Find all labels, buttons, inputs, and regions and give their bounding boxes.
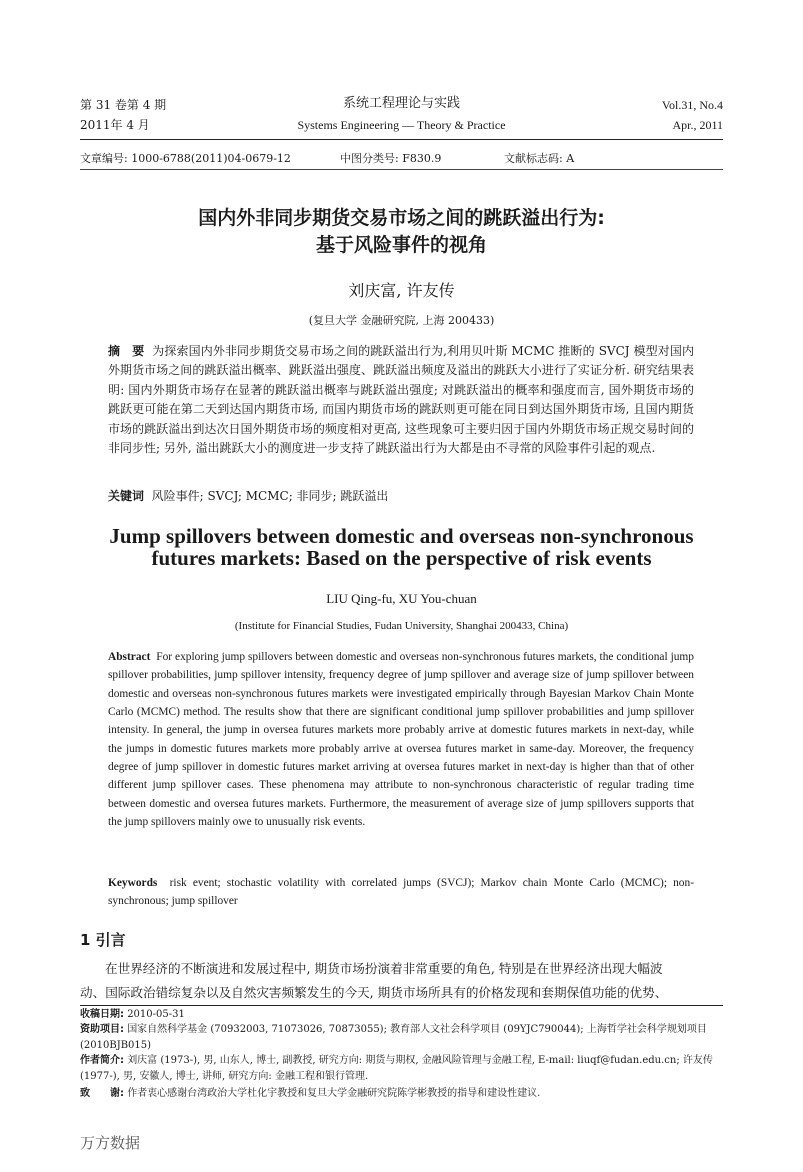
meta-rule	[80, 169, 723, 170]
keywords-en	[108, 874, 694, 911]
affiliation-en: (Institute for Financial Studies, Fudan University, Shanghai 200433, China)	[234, 620, 569, 632]
abstract-en-label: Abstract	[108, 651, 151, 663]
abstract-cn	[108, 342, 694, 458]
watermark-wanfang: 万方数据	[80, 1134, 141, 1152]
journal-name-en: Systems Engineering — Theory & Practice	[297, 118, 506, 132]
thanks-text: 作者衷心感谢台湾政治大学杜化宇教授和复旦大学金融研究院陈学彬教授的指导和建设性建议.	[127, 1088, 541, 1099]
article-number: 文章编号: 1000-6788(2011)04-0679-12	[80, 152, 291, 165]
keywords-cn-label: 关键词	[108, 489, 145, 503]
abstract-cn-label: 摘 要	[108, 344, 145, 358]
funding-text: 国家自然科学基金 (70932003, 71073026, 70873055); 教育部人文社会科学项目 (09YJC790044); 上海哲学社会科学规划项目 (2010BJB015)	[80, 1024, 707, 1051]
footnote-thanks	[80, 1086, 723, 1102]
footnote-funding	[80, 1022, 723, 1053]
abstract-cn-text: 为探索国内外非同步期货交易市场之间的跳跃溢出行为,利用贝叶斯 MCMC 推断的 SVCJ 模型对国内外期货市场之间的跳跃溢出概率、跳跃溢出强度、跳跃溢出频度及溢出的跳跃大小进行了实证分析. 研究结果表明: 国内外期货市场存在显著的跳跃溢出概率与跳跃溢出强度; 对跳跃溢出的概率和强度而言, 国外期货市场的跳跃更可能在第二天到达国内期货市场, 而国内期货市场的跳跃则更可能在同日到达国外期货市场, 且国内期货市场的跳跃溢出到达次日国外期货市场的频度相对更高, 这些现象可主要归因于国内外期货市场正规交易时间的非同步性; 另外, 溢出跳跃大小的测度进一步支持了跳跃溢出行为大都是由不寻常的风险事件引起的观点.	[108, 344, 694, 456]
date-cn: 2011年 4 月	[80, 118, 150, 132]
footnote-received	[80, 1007, 723, 1023]
title-cn-line2: 基于风险事件的视角	[315, 234, 487, 256]
section-heading-introduction: 1 引言	[80, 931, 126, 949]
footnote-rule	[80, 1005, 723, 1006]
keywords-en-label: Keywords	[108, 877, 158, 889]
journal-name-cn: 系统工程理论与实践	[342, 96, 460, 111]
authors-en: LIU Qing-fu, XU You-chuan	[326, 591, 477, 606]
title-en-line1: Jump spillovers between domestic and overseas non-synchronous	[109, 524, 694, 548]
volume-issue-cn: 第 31 卷第 4 期	[80, 98, 167, 112]
intro-line-2: 动、国际政治错综复杂以及自然灾害频繁发生的今天, 期货市场所具有的价格发现和套期保值功能的优势、	[80, 985, 668, 1000]
affiliation-cn: (复旦大学 金融研究院, 上海 200433)	[308, 314, 495, 327]
abstract-en	[108, 648, 694, 831]
classification-number: 中图分类号: F830.9	[340, 152, 442, 165]
document-code: 文献标志码: A	[504, 152, 575, 165]
title-cn-line1: 国内外非同步期货交易市场之间的跳跃溢出行为:	[198, 207, 605, 229]
keywords-en-text: risk event; stochastic volatility with correlated jumps (SVCJ); Markov chain Monte Carlo (MCMC); non-synchronous; jump spillover	[108, 877, 694, 908]
intro-line-1: 在世界经济的不断演进和发展过程中, 期货市场扮演着非常重要的角色, 特别是在世界经济出现大幅波	[105, 961, 663, 976]
header-rule	[80, 139, 723, 140]
authors-cn: 刘庆富, 许友传	[348, 281, 455, 300]
keywords-cn-text: 风险事件; SVCJ; MCMC; 非同步; 跳跃溢出	[151, 489, 389, 503]
title-en-line2: futures markets: Based on the perspective of risk events	[151, 546, 652, 570]
footnote-bio	[80, 1053, 723, 1084]
received-label: 收稿日期:	[80, 1009, 124, 1020]
received-date: 2010-05-31	[127, 1009, 185, 1020]
keywords-cn	[108, 487, 694, 506]
thanks-label: 致 谢:	[80, 1088, 124, 1099]
abstract-en-text: For exploring jump spillovers between domestic and overseas non-synchronous futures markets, the conditional jump spillover probabilities, jump spillover intensity, frequency degree of jump spillover and average size of jump spillover between domestic and overseas non-synchronous futures markets were investigated empirically through Bayesian Markov Chain Monte Carlo (MCMC) method. The results show that there are significant conditional jump spillover probabilities and jump spillover intensity. In general, the jump in oversea futures markets more probably arrive at domestic futures markets in next-day, while the jumps in domestic futures markets more probably arrive at oversea futures market in same-day. Moreover, the frequency degree of jump spillover in domestic futures market arriving at oversea futures market in next-day is higher than that of other different jump spillover cases. These phenomena may attribute to non-synchronous characteristic of regular trading time between domestic and oversea futures markets. Furthermore, the measurement of average size of jump spillovers supports that the jump spillovers mainly owe to unusually risk events.	[108, 651, 694, 829]
bio-text: 刘庆富 (1973-), 男, 山东人, 博士, 副教授, 研究方向: 期货与期权, 金融风险管理与金融工程, E-mail: liuqf@fudan.edu.cn; 许友传 (1977-), 男, 安徽人, 博士, 讲师, 研究方向: 金融工程和银行管理.	[80, 1055, 713, 1082]
funding-label: 资助项目:	[80, 1024, 124, 1035]
date-en: Apr., 2011	[672, 118, 723, 132]
bio-label: 作者简介:	[80, 1055, 124, 1066]
volume-issue-en: Vol.31, No.4	[661, 98, 723, 112]
